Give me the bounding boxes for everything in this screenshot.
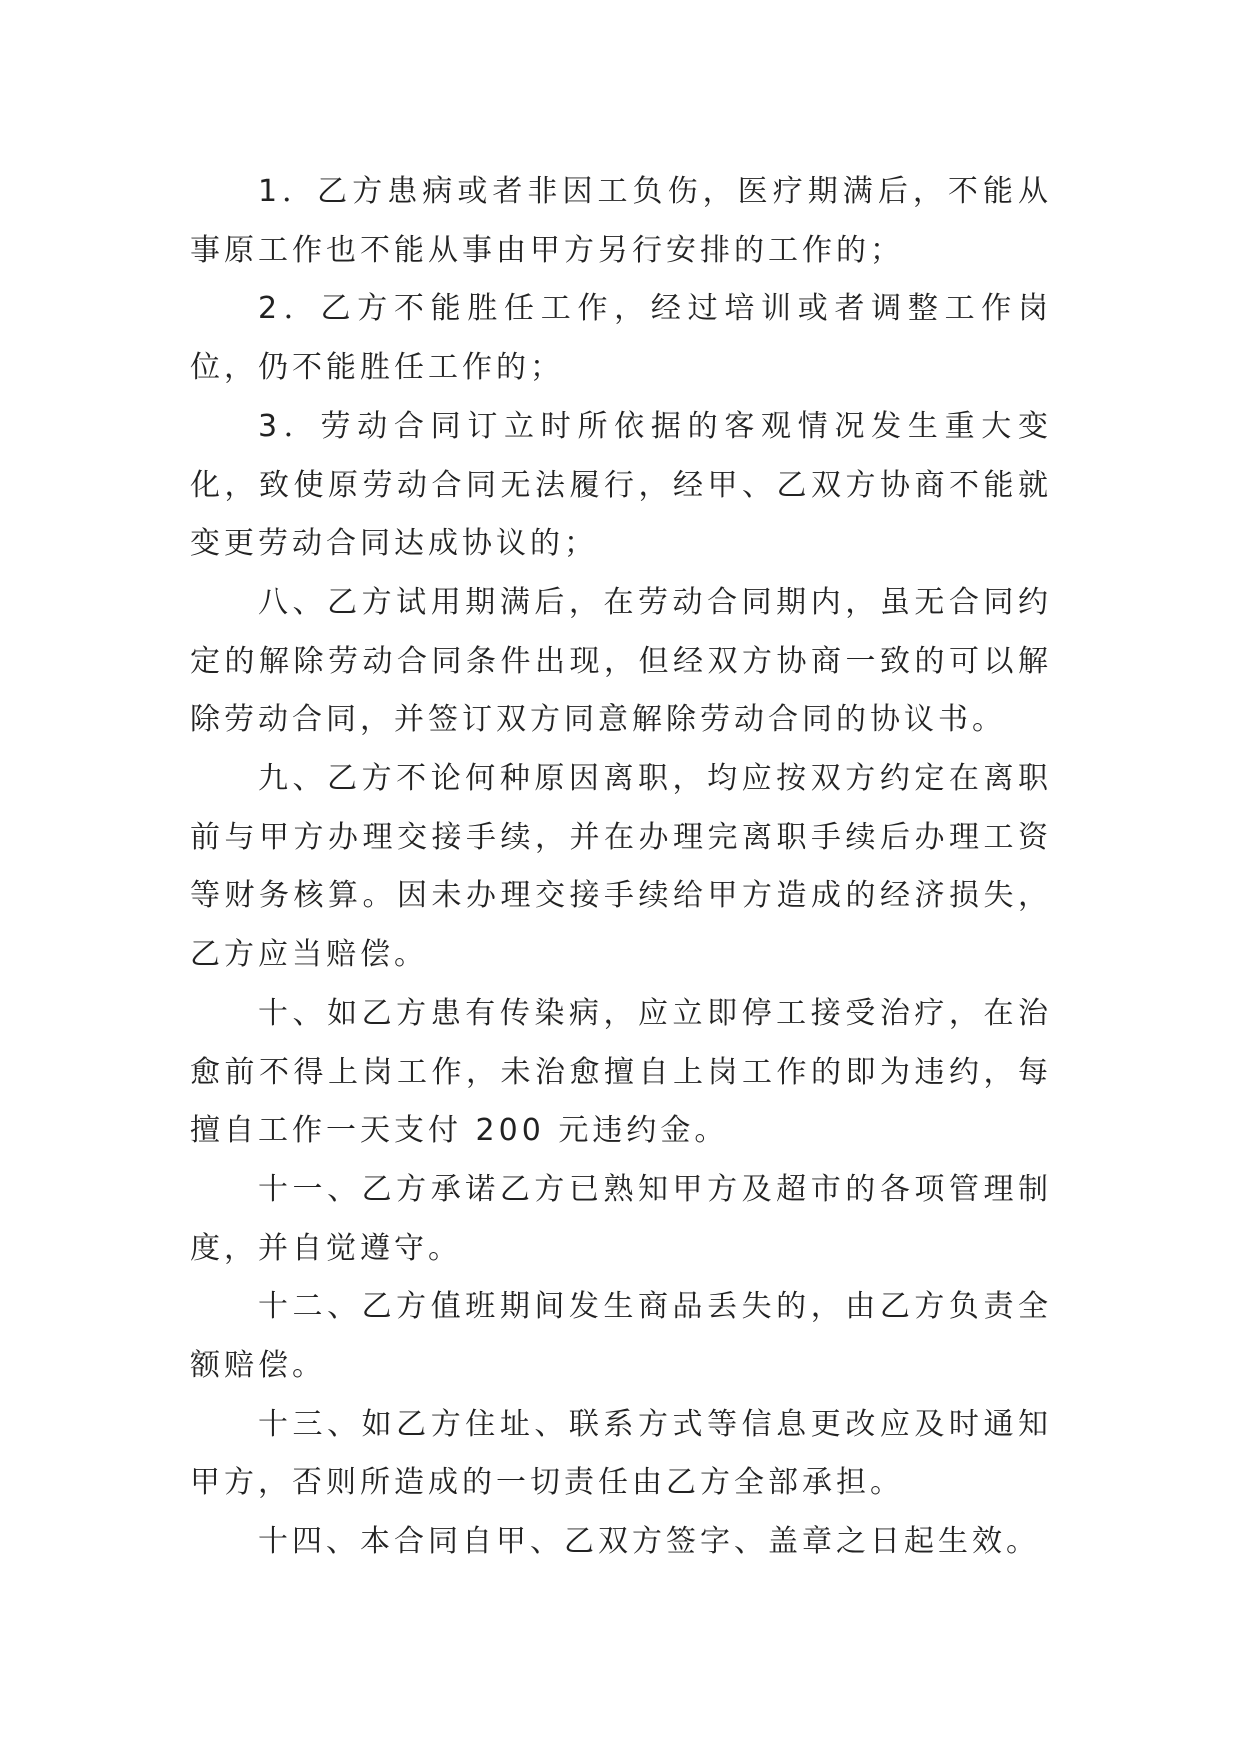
clause-termination-incompetence: 2．乙方不能胜任工作，经过培训或者调整工作岗位，仍不能胜任工作的； bbox=[190, 291, 1052, 386]
clause-12-merchandise-loss: 十二、乙方值班期间发生商品丢失的，由乙方负责全额赔偿。 bbox=[190, 1289, 1052, 1384]
clause-10-infectious-disease: 十、如乙方患有传染病，应立即停工接受治疗，在治愈前不得上岗工作，未治愈擅自上岗工作的即为违约，每擅自工作一天支付 200 元违约金。 bbox=[190, 995, 1052, 1149]
clause-8-mutual-termination: 八、乙方试用期满后，在劳动合同期内，虽无合同约定的解除劳动合同条件出现，但经双方协商一致的可以解除劳动合同，并签订双方同意解除劳动合同的协议书。 bbox=[190, 584, 1052, 738]
clause-termination-illness: 1．乙方患病或者非因工负伤，医疗期满后，不能从事原工作也不能从事由甲方另行安排的工作的； bbox=[190, 174, 1052, 268]
clause-13-contact-changes: 十三、如乙方住址、联系方式等信息更改应及时通知甲方，否则所造成的一切责任由乙方全部承担。 bbox=[190, 1406, 1052, 1501]
clause-termination-circumstances: 3．劳动合同订立时所依据的客观情况发生重大变化，致使原劳动合同无法履行，经甲、乙双方协商不能就变更劳动合同达成协议的； bbox=[190, 408, 1052, 562]
contract-text bbox=[190, 163, 1052, 1572]
clause-11-rules-compliance: 十一、乙方承诺乙方已熟知甲方及超市的各项管理制度，并自觉遵守。 bbox=[190, 1171, 1052, 1266]
clause-14-effective-date: 十四、本合同自甲、乙双方签字、盖章之日起生效。 bbox=[258, 1524, 1040, 1560]
clause-9-handover: 九、乙方不论何种原因离职，均应按双方约定在离职前与甲方办理交接手续，并在办理完离职手续后办理工资等财务核算。因未办理交接手续给甲方造成的经济损失，乙方应当赔偿。 bbox=[190, 761, 1052, 973]
